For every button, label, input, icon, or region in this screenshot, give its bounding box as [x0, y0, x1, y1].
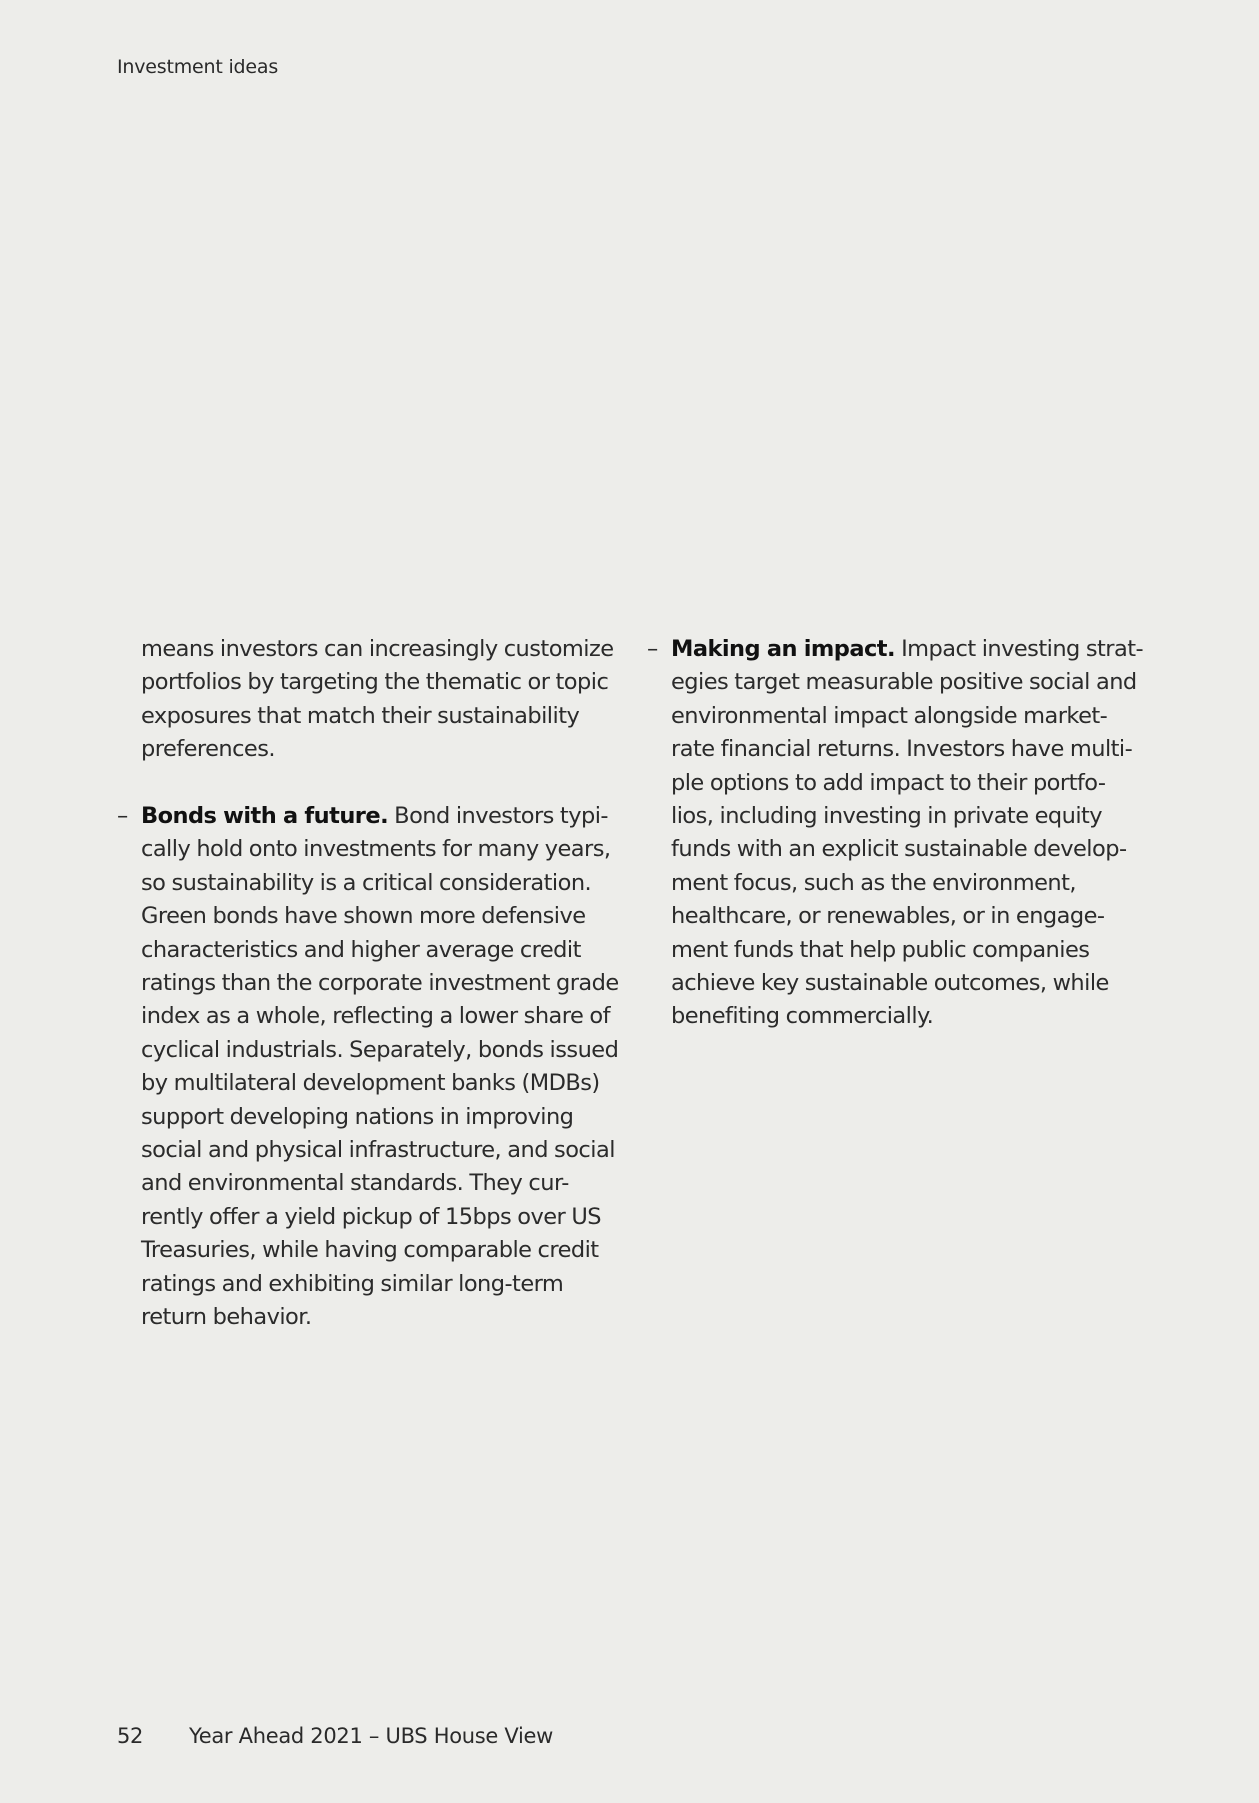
- bullet-first-line-rest: Impact investing strat-: [894, 636, 1144, 662]
- text-line: so sustainability is a critical consideration.: [141, 869, 592, 896]
- bonds-with-a-future-item: [117, 800, 647, 1335]
- left-column: [117, 633, 647, 1368]
- bullet-first-line-rest: Bond investors typi-: [388, 803, 608, 830]
- text-line: exposures that match their sustainability: [141, 702, 580, 729]
- making-an-impact-item: [647, 633, 1157, 1034]
- bullet-first-line: [141, 800, 647, 833]
- right-column: [647, 633, 1157, 1067]
- bullet-lead: Bonds with a future.: [141, 803, 389, 830]
- text-line: cyclical industrials. Separately, bonds issued: [141, 1036, 619, 1063]
- text-line: by multilateral development banks (MDBs): [141, 1070, 600, 1097]
- continued-paragraph: [117, 633, 647, 767]
- text-line: means investors can increasingly customize: [141, 636, 614, 662]
- text-line: return behavior.: [141, 1304, 312, 1331]
- text-line: and environmental standards. They cur-: [141, 1170, 569, 1197]
- text-line: rently offer a yield pickup of 15bps over US: [141, 1203, 602, 1230]
- text-line: environmental impact alongside market-: [671, 702, 1108, 729]
- text-line: ple options to add impact to their portfo-: [671, 769, 1106, 796]
- text-line: portfolios by targeting the thematic or topic: [141, 669, 609, 696]
- bullet-first-line: [671, 633, 1157, 666]
- text-line: cally hold onto investments for many years,: [141, 836, 611, 863]
- text-line: characteristics and higher average credit: [141, 936, 581, 963]
- text-line: Green bonds have shown more defensive: [141, 903, 586, 930]
- list-dash: –: [117, 803, 128, 830]
- text-line: egies target measurable positive social and: [671, 669, 1137, 696]
- text-line: funds with an explicit sustainable develop-: [671, 836, 1127, 863]
- running-header: Investment ideas: [117, 56, 279, 78]
- publication-title: Year Ahead 2021 – UBS House View: [189, 1724, 554, 1748]
- text-line: ratings than the corporate investment grade: [141, 970, 619, 997]
- text-line: preferences.: [141, 736, 275, 763]
- text-line: healthcare, or renewables, or in engage-: [671, 903, 1105, 930]
- text-line: ratings and exhibiting similar long-term: [141, 1270, 564, 1297]
- bullet-lead: Making an impact.: [671, 636, 895, 662]
- text-line: index as a whole, reflecting a lower share of: [141, 1003, 610, 1030]
- text-line: rate financial returns. Investors have multi-: [671, 736, 1133, 763]
- text-line: Treasuries, while having comparable credit: [141, 1237, 599, 1264]
- text-line: support developing nations in improving: [141, 1103, 574, 1130]
- text-line: benefiting commercially.: [671, 1003, 934, 1030]
- list-dash: –: [647, 636, 658, 662]
- text-line: ment focus, such as the environment,: [671, 869, 1076, 896]
- text-line: achieve key sustainable outcomes, while: [671, 970, 1109, 997]
- text-line: social and physical infrastructure, and social: [141, 1137, 615, 1164]
- page-number: 52: [117, 1724, 144, 1748]
- text-line: lios, including investing in private equity: [671, 803, 1103, 830]
- text-line: ment funds that help public companies: [671, 936, 1090, 963]
